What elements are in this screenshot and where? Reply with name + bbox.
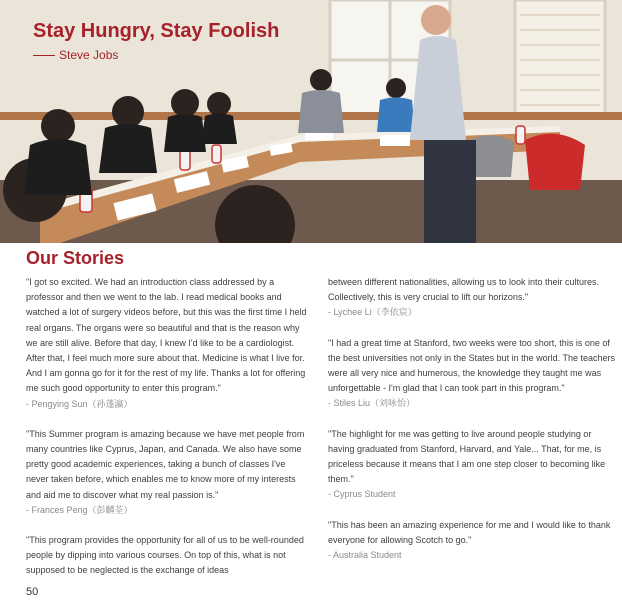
hero-attribution-name: Steve Jobs: [59, 48, 119, 62]
story-text: "This Summer program is amazing because we have met people from many countries like Cyprus, Japan, and Canada. We also have some pretty good academic experiences, taking a bunch of classes I've never taken before, which enables me to know more of my interests and aid me to discover what my real passion is.": [26, 428, 305, 500]
stories-column-right: [328, 275, 620, 578]
story-item: [26, 427, 308, 518]
story-item: [328, 518, 620, 564]
story-text: "This program provides the opportunity for all of us to be well-rounded people by dipping into various courses. On top of this, what is not supposed to be neglected is the exchange of ideas: [26, 535, 304, 576]
story-author: - Australia Student: [328, 550, 402, 561]
story-item: [328, 427, 620, 503]
hero-quote: Stay Hungry, Stay Foolish: [33, 20, 280, 42]
story-text: "This has been an amazing experience for me and I would like to thank everyone for allowing Scotch to go.": [328, 519, 611, 545]
story-text: between different nationalities, allowing us to look into their cultures. Collectively, this is very crucial to lift our horizons.": [328, 277, 599, 303]
story-author: - Frances Peng（彭麟荃）: [26, 504, 133, 515]
hero-attribution: [33, 48, 118, 62]
hero-photo: [0, 0, 622, 243]
story-item: [328, 275, 620, 321]
attribution-dash: [33, 55, 55, 56]
story-text: "I had a great time at Stanford, two weeks were too short, this is one of the best universities not only in the States but in the world. The teachers were all very nice and humerous, the knowledge they taught me was unforgettable - I'm glad that I can took part in this program.": [328, 337, 615, 394]
story-item: [26, 275, 308, 412]
story-author: - Pengying Sun（孙蓬瀛）: [26, 398, 133, 409]
stories-column-left: [26, 275, 308, 594]
story-text: "The highlight for me was getting to live around people studying or having graduated from Stanford, Harvard, and Yale... That, for me, is priceless because it means that I am one step closer to becoming like them.": [328, 428, 606, 485]
page-number: 50: [26, 586, 39, 598]
story-author: - Cyprus Student: [328, 489, 396, 500]
section-title: Our Stories: [26, 248, 125, 268]
story-item: [328, 336, 620, 412]
story-text: "I got so excited. We had an introduction class addressed by a professor and then we went to the lab. I read medical books and watched a lot of surgery videos before, but this was the first time I held real organs. The organs were so beautiful and that is the reason why we are still alive. Before that day, I knew I'd like to be a cardiologist. After that, I feel much more sure about that. Medicine is what I live for. And I am gonna go for it for the rest of my life. Thanks a lot for offering me such good opportunity to enter this program.": [26, 277, 307, 394]
story-author: - Lychee Li（李依宸）: [328, 307, 417, 318]
story-item: [26, 533, 308, 579]
story-author: - Stiles Liu（刘咏怡）: [328, 398, 416, 409]
